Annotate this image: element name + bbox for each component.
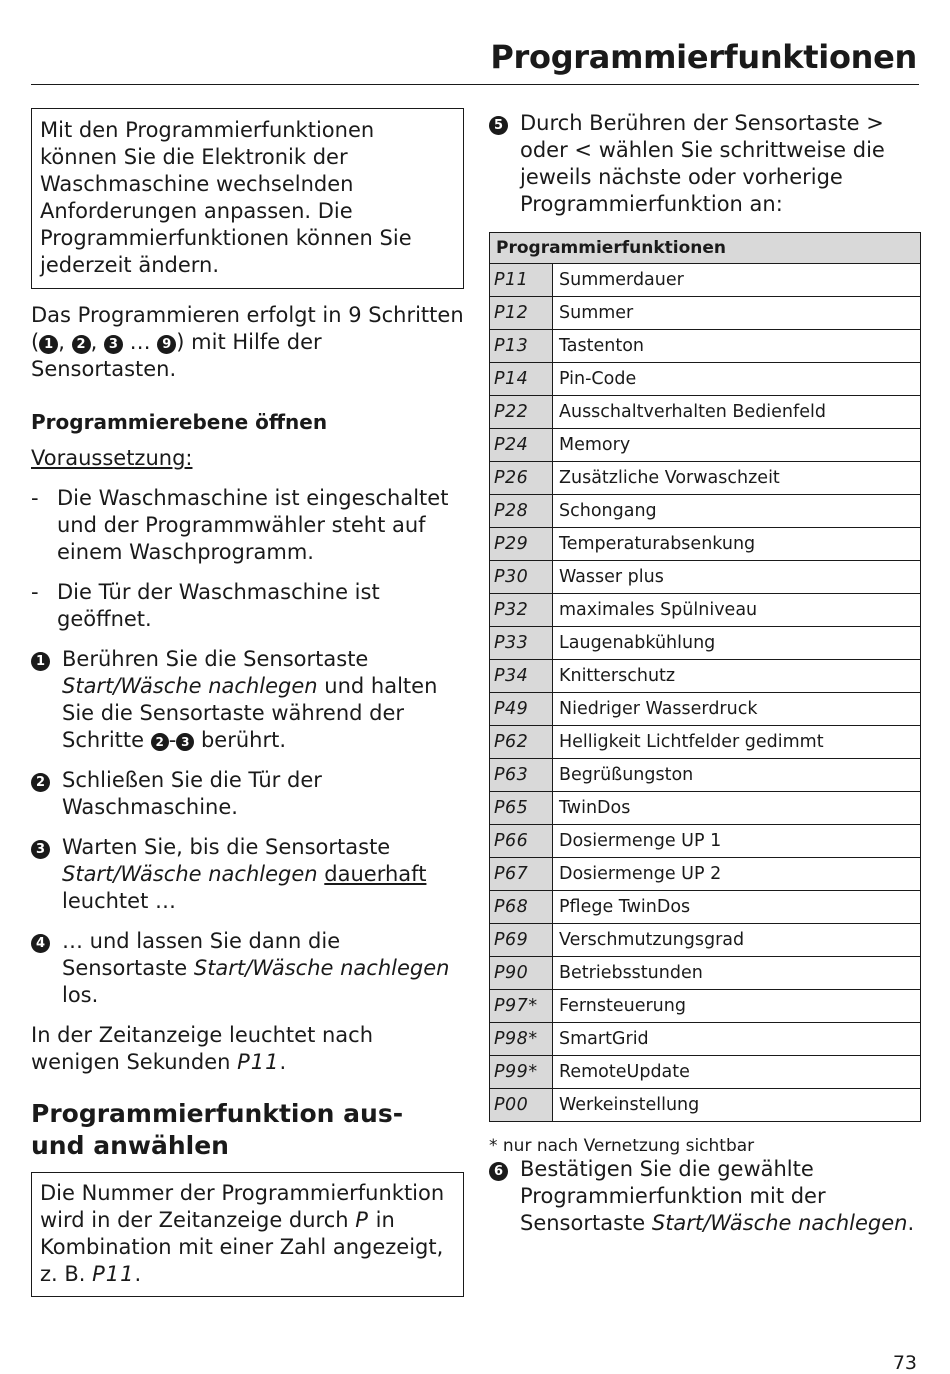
step-badge-3: 3 (104, 335, 123, 354)
table-row (490, 726, 921, 759)
info-text-post: . (134, 1262, 142, 1286)
step-text (520, 110, 921, 218)
step-text-mid: oder (520, 138, 575, 162)
function-name: Dosiermenge UP 1 (553, 825, 921, 858)
step-6 (489, 1156, 921, 1237)
function-name: RemoteUpdate (553, 1056, 921, 1089)
select-section-heading: Programmierfunktion aus- und anwählen (31, 1099, 404, 1160)
sensor-key-name: Start/Wäsche nachlegen (193, 956, 450, 980)
function-name: Temperaturabsenkung (553, 528, 921, 561)
function-code: P24 (490, 429, 553, 462)
step-text-post: leuchtet … (62, 889, 176, 913)
info-text-mid: in Kombination mit einer Zahl angezeigt, z. B. (40, 1208, 444, 1286)
dash-bullet: - (31, 580, 39, 604)
function-code: P33 (490, 627, 553, 660)
table-row (490, 858, 921, 891)
function-code: P28 (490, 495, 553, 528)
result-text-post: . (279, 1050, 287, 1074)
function-name: Dosiermenge UP 2 (553, 858, 921, 891)
table-row (490, 891, 921, 924)
step-5 (489, 110, 921, 218)
result-text (31, 1022, 464, 1076)
table-row (490, 363, 921, 396)
table-row (490, 561, 921, 594)
function-code: P12 (490, 297, 553, 330)
ellipsis: … (122, 330, 158, 354)
intro-text: Mit den Programmierfunktionen können Sie die Elektronik der Waschmaschine wechselnden Anforderungen anpassen. Die Programmierfunktionen können Sie jederzeit ändern. (40, 118, 412, 277)
function-name: Tastenton (553, 330, 921, 363)
footnote: * nur nach Vernetzung sichtbar (489, 1136, 755, 1156)
sensor-key-name: Start/Wäsche nachlegen (62, 674, 318, 698)
title-rule (31, 84, 919, 85)
table-row (490, 330, 921, 363)
function-code: P26 (490, 462, 553, 495)
table-row (490, 759, 921, 792)
separator: , (90, 330, 104, 354)
function-name: Wasser plus (553, 561, 921, 594)
function-name: SmartGrid (553, 1023, 921, 1056)
step-text-post: wählen Sie schrittweise die jeweils nächste oder vorherige Programmierfunktion an: (520, 138, 885, 216)
step-text (62, 928, 464, 1009)
step-3 (31, 834, 464, 915)
table-row (490, 627, 921, 660)
function-code: P00 (490, 1089, 553, 1122)
range-dash: - (168, 728, 177, 752)
table-row (490, 594, 921, 627)
separator: , (58, 330, 72, 354)
step-badge-1: 1 (39, 335, 58, 354)
function-code: P11 (490, 264, 553, 297)
function-code: P90 (490, 957, 553, 990)
result-text-pre: In der Zeitanzeige leuchtet nach wenigen Sekunden (31, 1023, 374, 1074)
intro-box (31, 108, 464, 289)
step-ref-badge: 2 (151, 733, 169, 751)
steps-intro-post: ) mit Hilfe der Sensortasten. (31, 330, 322, 381)
step-number-badge: 6 (489, 1162, 508, 1181)
sensor-key-name: Start/Wäsche nachlegen (651, 1211, 908, 1235)
function-name: Helligkeit Lichtfelder gedimmt (553, 726, 921, 759)
step-badge-2: 2 (72, 335, 91, 354)
function-name: Ausschaltverhalten Bedienfeld (553, 396, 921, 429)
requirement-label: Voraussetzung: (31, 446, 193, 470)
function-name: Verschmutzungsgrad (553, 924, 921, 957)
table-row (490, 660, 921, 693)
step-number-badge: 5 (489, 116, 508, 135)
display-code: P11 (237, 1050, 280, 1074)
function-name: Betriebsstunden (553, 957, 921, 990)
requirement-item (31, 485, 464, 566)
function-code: P14 (490, 363, 553, 396)
function-code: P62 (490, 726, 553, 759)
table-row (490, 396, 921, 429)
step-text-pre: Berühren Sie die Sensortaste (62, 647, 369, 671)
step-text-post: los. (62, 983, 99, 1007)
table-row (490, 528, 921, 561)
function-name: Pflege TwinDos (553, 891, 921, 924)
function-code: P68 (490, 891, 553, 924)
function-name: Zusätzliche Vorwaschzeit (553, 462, 921, 495)
table-header-row (490, 233, 921, 264)
function-code: P65 (490, 792, 553, 825)
function-code: P69 (490, 924, 553, 957)
function-name: maximales Spülniveau (553, 594, 921, 627)
display-code: P11 (92, 1262, 135, 1286)
table-row (490, 924, 921, 957)
step-ref-badge: 3 (176, 733, 194, 751)
function-code: P13 (490, 330, 553, 363)
programming-functions-table (489, 232, 921, 1122)
page-number: 73 (892, 1352, 917, 1374)
table-row (490, 825, 921, 858)
function-name: Werkeinstellung (553, 1089, 921, 1122)
table-body (490, 264, 921, 1122)
function-code: P63 (490, 759, 553, 792)
function-code: P49 (490, 693, 553, 726)
function-name: Begrüßungston (553, 759, 921, 792)
table-row (490, 1089, 921, 1122)
table-row (490, 990, 921, 1023)
requirement-text: Die Waschmaschine ist eingeschaltet und der Programmwähler steht auf einem Waschprogramm. (57, 486, 449, 564)
step-text-pre: … und lassen Sie dann die Sensortaste (62, 929, 341, 980)
underlined-word: dauerhaft (324, 862, 427, 886)
left-column (31, 108, 464, 1297)
function-code: P29 (490, 528, 553, 561)
page-title: Programmierfunktionen (490, 38, 917, 76)
select-info-text (40, 1180, 455, 1288)
function-name: Pin-Code (553, 363, 921, 396)
function-name: Knitterschutz (553, 660, 921, 693)
function-name: Laugenabkühlung (553, 627, 921, 660)
step-text (520, 1156, 921, 1237)
table-row (490, 264, 921, 297)
table-row (490, 462, 921, 495)
function-code: P22 (490, 396, 553, 429)
sensor-key-name: Start/Wäsche nachlegen (62, 862, 318, 886)
step-text (62, 646, 464, 754)
function-code: P32 (490, 594, 553, 627)
step-text (62, 834, 464, 915)
function-name: Memory (553, 429, 921, 462)
step-text-pre: Warten Sie, bis die Sensortaste (62, 835, 391, 859)
step-4 (31, 928, 464, 1009)
function-code: P30 (490, 561, 553, 594)
step-text-post: . (907, 1211, 915, 1235)
steps-intro-pre: Das Programmieren erfolgt in 9 Schritten ( (31, 303, 464, 354)
function-name: Fernsteuerung (553, 990, 921, 1023)
function-code: P34 (490, 660, 553, 693)
select-info-box (31, 1172, 464, 1297)
dash-bullet: - (31, 486, 39, 510)
display-code: P (355, 1208, 369, 1232)
next-arrow-symbol: > (866, 111, 884, 135)
requirement-item (31, 579, 464, 633)
table-row (490, 693, 921, 726)
function-code: P98* (490, 1023, 553, 1056)
step-1 (31, 646, 464, 754)
step-number-badge: 1 (31, 652, 50, 671)
step-text-pre: Durch Berühren der Sensortaste (520, 111, 867, 135)
table-row (490, 495, 921, 528)
table-row (490, 1023, 921, 1056)
function-code: P67 (490, 858, 553, 891)
table-row (490, 957, 921, 990)
table-row (490, 1056, 921, 1089)
step-number-badge: 3 (31, 840, 50, 859)
step-text: Schließen Sie die Tür der Waschmaschine. (62, 768, 322, 819)
open-level-heading: Programmierebene öffnen (31, 410, 328, 434)
steps-intro (31, 302, 464, 383)
function-code: P97* (490, 990, 553, 1023)
right-column (489, 110, 921, 1237)
function-name: TwinDos (553, 792, 921, 825)
function-name: Summer (553, 297, 921, 330)
table-header: Programmierfunktionen (490, 233, 921, 264)
function-name: Niedriger Wasserdruck (553, 693, 921, 726)
step-number-badge: 2 (31, 773, 50, 792)
function-code: P99* (490, 1056, 553, 1089)
previous-arrow-symbol: < (574, 138, 593, 162)
step-text-post: berührt. (194, 728, 287, 752)
step-2 (31, 767, 464, 821)
step-text-mid: und halten Sie die Sensortaste während der Schritte (62, 674, 438, 752)
step-number-badge: 4 (31, 934, 50, 953)
table-row (490, 429, 921, 462)
function-code: P66 (490, 825, 553, 858)
step-text-pre: Bestätigen Sie die gewählte Programmierfunktion mit der Sensortaste (520, 1157, 826, 1235)
info-text-pre: Die Nummer der Programmierfunktion wird in der Zeitanzeige durch (40, 1181, 445, 1232)
function-name: Summerdauer (553, 264, 921, 297)
requirement-text: Die Tür der Waschmaschine ist geöffnet. (57, 580, 380, 631)
function-name: Schongang (553, 495, 921, 528)
step-badge-9: 9 (157, 335, 176, 354)
table-row (490, 792, 921, 825)
table-row (490, 297, 921, 330)
